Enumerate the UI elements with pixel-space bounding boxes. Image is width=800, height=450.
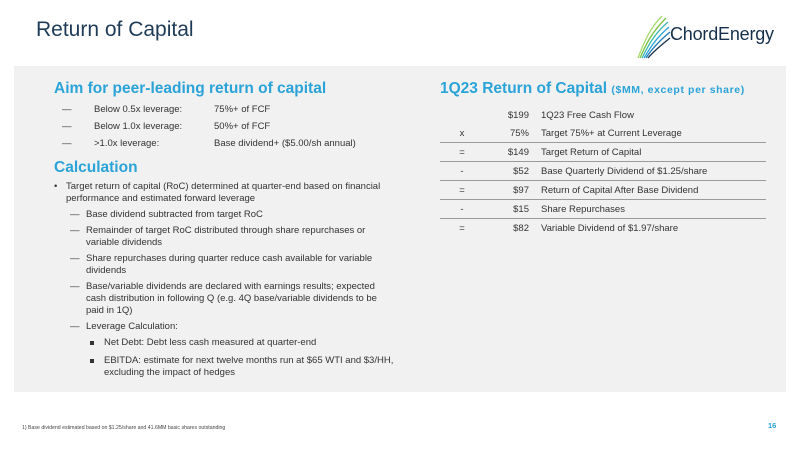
leverage-calc-list [54,337,394,379]
roc-description: Share Repurchases [541,200,766,219]
roc-amount: $15 [484,200,541,219]
leverage-label: >1.0x leverage: [94,138,160,149]
sub-bullet-text: Share repurchases during quarter reduce cash available for variable dividends [86,253,373,276]
calculation-sub-list [54,209,394,333]
roc-heading [440,80,770,98]
roc-description: Target Return of Capital [541,143,766,162]
roc-operator: = [440,181,484,200]
sub-bullet [54,281,394,317]
sub-bullet-text: Remainder of target RoC distributed through share repurchases or variable dividends [86,225,366,248]
slide-title: Return of Capital [36,18,194,41]
dash-marker: — [62,121,72,132]
sub-sub-bullet [54,355,394,379]
sub-bullet [54,253,394,277]
leverage-row [54,121,394,138]
roc-row [440,106,766,124]
sub-sub-bullet [54,337,394,349]
leverage-value: 75%+ of FCF [214,104,271,115]
roc-amount: $82 [484,219,541,238]
dash-marker: — [70,281,80,292]
roc-section [440,80,770,237]
sub-bullet-text: Leverage Calculation: [86,321,178,332]
roc-amount: $52 [484,162,541,181]
leverage-row [54,138,394,155]
calculation-heading: Calculation [54,159,138,176]
leverage-label: Below 0.5x leverage: [94,104,183,115]
roc-row [440,124,766,143]
roc-amount: 75% [509,127,529,139]
sub-bullet [54,209,394,221]
roc-row [440,162,766,181]
return-policy-section [54,80,394,385]
footnote: 1) Base dividend estimated based on $1.25/share and 41.6MM basic shares outstanding [22,425,226,431]
dash-marker: — [62,138,72,149]
sub-bullet-text: Base dividend subtracted from target RoC [86,209,263,220]
sub-sub-bullet-text: Net Debt: Debt less cash measured at quarter-end [104,337,317,348]
leverage-row [54,104,394,121]
roc-operator [440,106,484,124]
sub-sub-bullet-text: EBITDA: estimate for next twelve months run at $65 WTI and $3/HH, excluding the impact of hedges [104,355,394,378]
sub-bullet [54,321,394,333]
roc-row [440,143,766,162]
leverage-value: Base dividend+ ($5.00/sh annual) [214,138,356,149]
logo-mark-icon [636,14,672,60]
roc-description: Return of Capital After Base Dividend [541,181,766,200]
roc-description: Base Quarterly Dividend of $1.25/share [541,162,766,181]
calculation-bullet: • Target return of capital (RoC) determined at quarter-end based on financial performance and estimated forward leverage [54,181,394,205]
roc-heading-sub: ($MM, except per share) [611,84,745,96]
leverage-value: 50%+ of FCF [214,121,271,132]
roc-description: Target 75%+ at Current Leverage [541,127,682,139]
square-bullet-icon [90,359,94,363]
square-bullet-icon [90,341,94,345]
roc-amount: $149 [484,143,541,162]
chord-energy-logo [636,14,786,64]
sub-bullet [54,225,394,249]
roc-operator: = [440,143,484,162]
dash-marker: — [70,209,80,220]
roc-operator: x [459,127,465,139]
logo-text: ChordEnergy [670,24,774,44]
roc-heading-main: 1Q23 Return of Capital [440,80,608,97]
roc-row [440,181,766,200]
page-number: 16 [768,421,777,430]
roc-description: 1Q23 Free Cash Flow [541,109,634,121]
policy-heading: Aim for peer-leading return of capital [54,80,327,97]
dash-marker: — [70,321,80,332]
leverage-label: Below 1.0x leverage: [94,121,183,132]
sub-bullet-text: Base/variable dividends are declared with earnings results; expected cash distribution in following Q (e.g. 4Q base/variable dividends to be paid in 1Q) [86,281,377,316]
roc-amount: $199 [507,109,529,121]
roc-row [440,219,766,238]
dash-marker: — [62,104,72,115]
roc-row [440,200,766,219]
calculation-bullets [54,181,394,379]
roc-operator: - [440,162,484,181]
dash-marker: — [70,225,80,236]
dash-marker: — [70,253,80,264]
roc-table [440,106,766,237]
roc-description: Variable Dividend of $1.97/share [541,219,766,238]
roc-operator: = [440,219,484,238]
roc-amount: $97 [484,181,541,200]
roc-operator: - [440,200,484,219]
leverage-list [54,104,394,155]
